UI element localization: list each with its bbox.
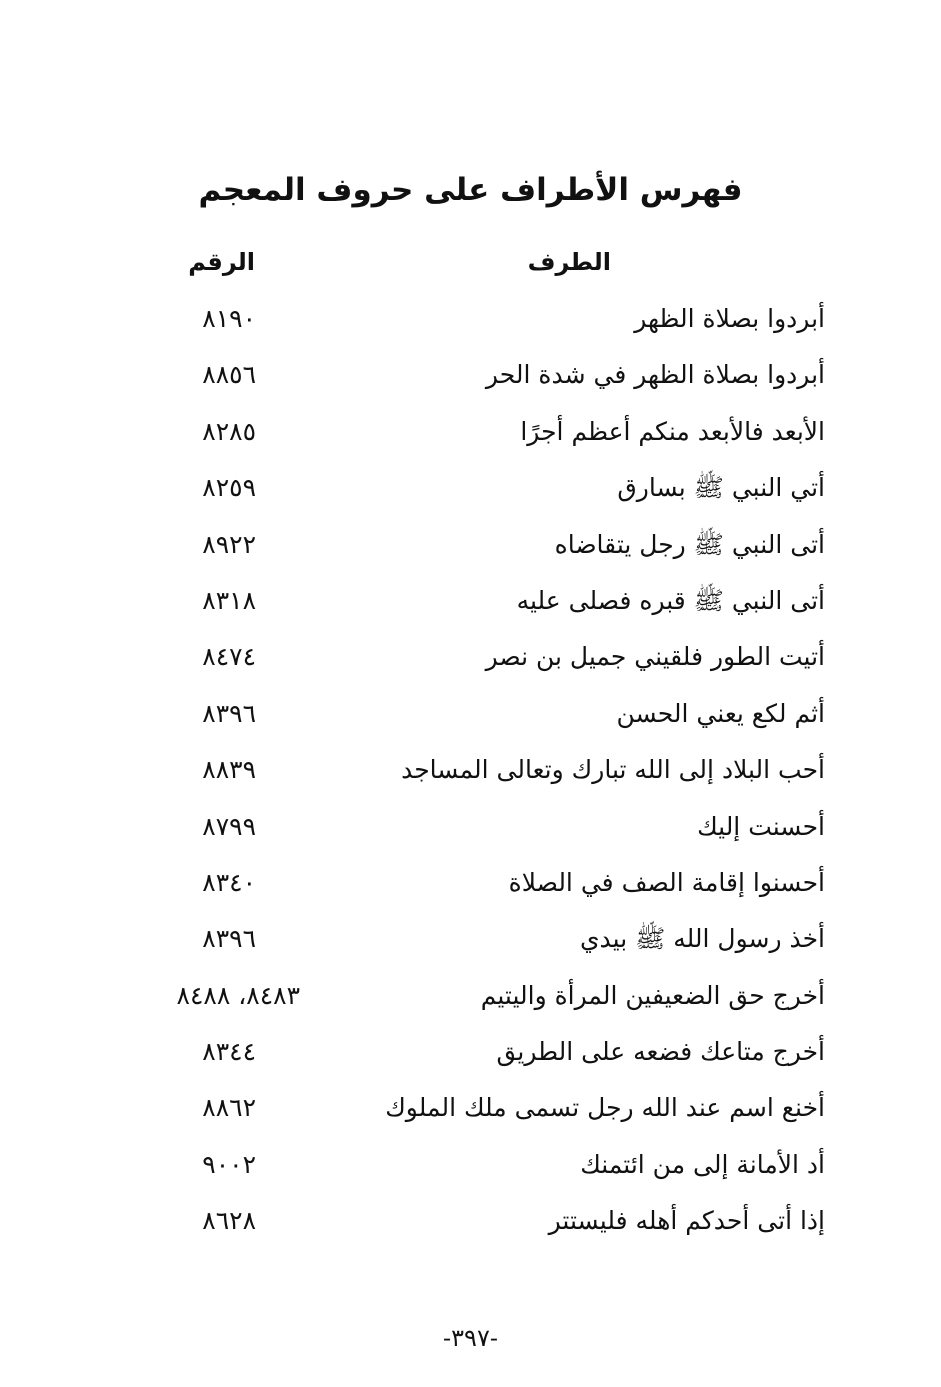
entry-number: ٨١٩٠ (202, 304, 256, 333)
entry-number: ٨٣٩٦ (202, 924, 256, 954)
index-entry (0, 915, 941, 971)
index-entry (0, 690, 941, 746)
index-entry (0, 1084, 941, 1140)
index-entry (0, 408, 941, 464)
entry-text: الأبعد فالأبعد منكم أعظم أجرًا (520, 416, 825, 446)
entry-number: ٨٤٨٣، ٨٤٨٨ (176, 980, 300, 1010)
entry-number: ٨٣٤٤ (202, 1037, 256, 1067)
entry-number: ٨٧٩٩ (202, 811, 256, 841)
entry-text: أتي النبي ﷺ بسارق (617, 473, 825, 503)
term-column-header: الطرف (527, 248, 611, 276)
entry-text: أبردوا بصلاة الظهر في شدة الحر (485, 360, 825, 390)
entry-number: ٨٦٢٨ (202, 1206, 256, 1236)
index-entry (0, 577, 941, 633)
entry-number: ٨٨٣٩ (202, 755, 256, 785)
entry-text: أتى النبي ﷺ قبره فصلى عليه (516, 585, 825, 615)
entry-text: أتيت الطور فلقيني جميل بن نصر (485, 642, 825, 672)
index-entry (0, 1197, 941, 1253)
index-entries (0, 295, 941, 1254)
entry-text: أتى النبي ﷺ رجل يتقاضاه (554, 529, 825, 559)
entry-text: أد الأمانة إلى من ائتمنك (580, 1149, 825, 1179)
entry-number: ٨٤٧٤ (202, 642, 256, 672)
entry-number: ٨٢٥٩ (202, 473, 256, 503)
entry-number: ٨٨٥٦ (202, 360, 256, 390)
index-entry (0, 521, 941, 577)
column-header-row (0, 244, 941, 284)
page-title: فهرس الأطراف على حروف المعجم (198, 172, 743, 208)
entry-number: ٨٣١٨ (202, 585, 256, 615)
entry-number: ٨٢٨٥ (202, 416, 256, 446)
index-entry (0, 859, 941, 915)
index-entry (0, 464, 941, 520)
entry-text: أخذ رسول الله ﷺ بيدي (579, 924, 825, 954)
entry-number: ٨٣٩٦ (202, 698, 256, 728)
entry-number: ٩٠٠٢ (202, 1149, 256, 1179)
index-entry (0, 803, 941, 859)
entry-number: ٨٨٦٢ (202, 1093, 256, 1123)
entry-text: أبردوا بصلاة الظهر (634, 304, 825, 333)
index-entry (0, 746, 941, 802)
entry-text: أخنع اسم عند الله رجل تسمى ملك الملوك (385, 1093, 825, 1123)
index-entry (0, 351, 941, 407)
index-entry (0, 1141, 941, 1197)
index-entry (0, 1028, 941, 1084)
page-number: -٣٩٧- (443, 1324, 498, 1352)
entry-text: أحسنت إليك (697, 811, 825, 841)
index-entry (0, 295, 941, 351)
entry-number: ٨٣٤٠ (202, 867, 256, 897)
number-column-header: الرقم (188, 248, 255, 276)
entry-number: ٨٩٢٢ (202, 529, 256, 559)
index-entry (0, 633, 941, 689)
entry-text: أخرج حق الضعيفين المرأة واليتيم (480, 980, 825, 1010)
index-entry (0, 972, 941, 1028)
entry-text: أحسنوا إقامة الصف في الصلاة (508, 867, 825, 897)
entry-text: أحب البلاد إلى الله تبارك وتعالى المساجد (401, 755, 825, 785)
entry-text: أثم لكع يعني الحسن (616, 698, 825, 728)
entry-text: أخرج متاعك فضعه على الطريق (496, 1037, 825, 1067)
entry-text: إذا أتى أحدكم أهله فليستتر (548, 1206, 825, 1236)
